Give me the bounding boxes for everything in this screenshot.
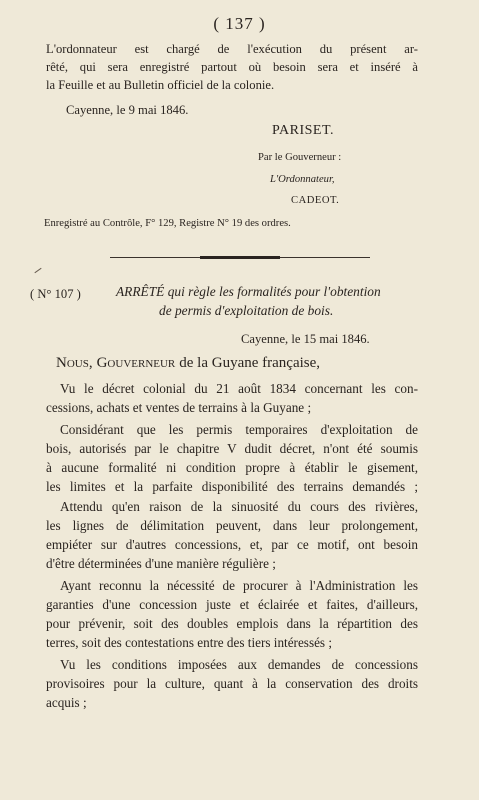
paragraph-line: cessions, achats et ventes de terrains à la Guyane ; xyxy=(46,400,312,415)
top-paragraph-line: rêté, qui sera enregistré partout où besoin sera et inséré à xyxy=(46,60,418,74)
preamble-rest: de la Guyane française, xyxy=(179,355,321,371)
gouverneur-word: Gouverneur xyxy=(96,355,176,371)
registry-note: Enregistré au Contrôle, F° 129, Registre N° 19 des ordres. xyxy=(44,218,291,229)
paragraph-line: les limites et la parfaite disponibilité des terrains demandés ; xyxy=(46,479,418,494)
signer-name: PARISET. xyxy=(272,123,334,138)
nous-word: Nous, xyxy=(56,355,93,371)
paragraph-line: à aucune formalité ni condition propre à établir le gisement, xyxy=(46,460,418,475)
paragraph-line: garanties d'une concession juste et éclairée et faites, d'ailleurs, xyxy=(46,597,418,612)
page-number: ( 137 ) xyxy=(213,14,266,33)
arrete-number: ( N° 107 ) xyxy=(30,287,81,301)
divider-rule-center xyxy=(200,256,280,259)
paragraph-line: Vu le décret colonial du 21 août 1834 concernant les con- xyxy=(60,381,418,396)
arrete-date: Cayenne, le 15 mai 1846. xyxy=(241,332,370,346)
paragraph-line: provisoires pour la culture, quant à la conservation des droits xyxy=(46,676,418,691)
preamble-line xyxy=(56,354,320,372)
paragraph-line: pour prévenir, soit des doubles emplois dans la répartition des xyxy=(46,616,418,631)
arrete-title: de permis d'exploitation de bois. xyxy=(159,303,334,318)
arrete-title: ARRÊTÉ qui règle les formalités pour l'obtention xyxy=(116,284,381,299)
decree-date: Cayenne, le 9 mai 1846. xyxy=(66,103,189,117)
paragraph-line: acquis ; xyxy=(46,695,87,710)
paragraph-line: Vu les conditions imposées aux demandes de concessions xyxy=(60,657,418,672)
paragraph-line: bois, autorisés par le chapitre V dudit décret, n'ont été soumis xyxy=(46,441,418,456)
paragraph-line: les lignes de délimitation peuvent, dans leur prolongement, xyxy=(46,518,418,533)
signature-line: L'Ordonnateur, xyxy=(270,174,335,185)
paragraph-line: empiéter sur d'autres concessions, et, par ce motif, ont besoin xyxy=(46,537,418,552)
countersigner-name: CADEOT. xyxy=(291,195,340,206)
pencil-mark xyxy=(34,268,41,273)
signature-line: Par le Gouverneur : xyxy=(258,152,342,163)
top-paragraph-line: la Feuille et au Bulletin officiel de la colonie. xyxy=(46,78,275,92)
top-paragraph-line: L'ordonnateur est chargé de l'exécution du présent ar- xyxy=(46,42,418,56)
paragraph-line: Considérant que les permis temporaires d'exploitation de xyxy=(60,422,418,437)
paragraph-line: d'être déterminées d'une manière régulière ; xyxy=(46,556,276,571)
paragraph-line: Ayant reconnu la nécessité de procurer à l'Administration les xyxy=(60,578,418,593)
paragraph-line: Attendu qu'en raison de la sinuosité du cours des rivières, xyxy=(60,499,418,514)
paragraph-line: terres, soit des contestations entre des tiers intéressés ; xyxy=(46,635,333,650)
